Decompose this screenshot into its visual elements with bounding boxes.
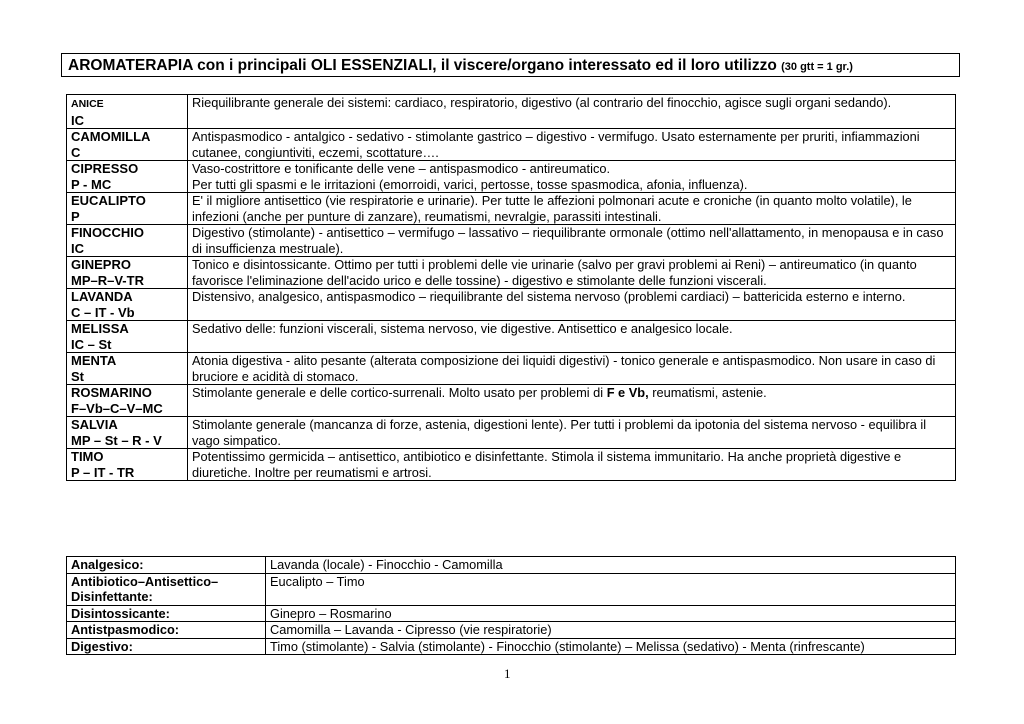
property-oils: Lavanda (locale) - Finocchio - Camomilla: [266, 557, 956, 574]
table-row: [67, 385, 956, 417]
oil-description: [188, 385, 956, 417]
oil-description: Stimolante generale (mancanza di forze, astenia, digestioni lente). Per tutti i problemi da ipotonia del sistema nervoso - equilibra il vago simpatico.: [188, 417, 956, 449]
property-name: Antistpasmodico:: [67, 622, 266, 639]
oil-name: ROSMARINO: [71, 385, 152, 400]
oil-description-part: Stimolante generale e delle cortico-surrenali. Molto usato per problemi di: [192, 385, 607, 400]
table-row: [67, 557, 956, 574]
oil-description: [188, 161, 956, 193]
oil-description: Sedativo delle: funzioni viscerali, sistema nervoso, vie digestive. Antisettico e analgesico locale.: [188, 321, 956, 353]
oil-description: Antispasmodico - antalgico - sedativo - stimolante gastrico – digestivo - vermifugo. Usato esternamente per pruriti, infiammazioni cutanee, congiuntiviti, eczemi, scottature….: [188, 129, 956, 161]
oil-name: ANICE: [71, 98, 104, 110]
oil-description-part: reumatismi, astenie.: [648, 385, 767, 400]
page-number: 1: [504, 666, 511, 681]
table-row: [67, 257, 956, 289]
oil-code: St: [71, 368, 84, 384]
oil-name-cell: [67, 257, 188, 289]
property-name: Analgesico:: [67, 557, 266, 574]
table-row: [67, 193, 956, 225]
oil-description-bold: F e Vb,: [606, 385, 649, 400]
oil-name-cell: [67, 161, 188, 193]
oil-name: CIPRESSO: [71, 161, 139, 176]
table-row: [67, 353, 956, 385]
oil-name-cell: [67, 95, 188, 129]
oil-description-line: Per tutti gli spasmi e le irritazioni (emorroidi, varici, pertosse, tosse spasmodica, afonia, influenza).: [192, 176, 748, 192]
oil-name: GINEPRO: [71, 257, 131, 272]
property-oils: Eucalipto – Timo: [266, 573, 956, 605]
properties-table: [66, 556, 956, 655]
oil-code: P - MC: [71, 176, 112, 192]
oil-name: FINOCCHIO: [71, 225, 144, 240]
oil-name-cell: [67, 129, 188, 161]
oil-code: P – IT - TR: [71, 464, 135, 480]
oil-name: MENTA: [71, 353, 117, 368]
oil-description: Riequilibrante generale dei sistemi: cardiaco, respiratorio, digestivo (al contrario del finocchio, agisce sugli organi sedando).: [188, 95, 956, 129]
oil-name-cell: [67, 417, 188, 449]
oil-name-cell: [67, 353, 188, 385]
title-main: AROMATERAPIA con i principali OLI ESSENZIALI, il viscere/organo interessato ed il loro utilizzo: [68, 57, 777, 74]
table-row: [67, 289, 956, 321]
oil-name: MELISSA: [71, 321, 129, 336]
oil-name-cell: [67, 225, 188, 257]
property-oils: Timo (stimolante) - Salvia (stimolante) - Finocchio (stimolante) – Melissa (sedativo) - Menta (rinfrescante): [266, 638, 956, 655]
oil-description: Digestivo (stimolante) - antisettico – vermifugo – lassativo – riequilibrante ormonale (ottimo nell'allattamento, in menopausa e in caso di insufficienza mestruale).: [188, 225, 956, 257]
oil-code: C – IT - Vb: [71, 304, 135, 320]
property-name: Digestivo:: [67, 638, 266, 655]
oil-name: EUCALIPTO: [71, 193, 146, 208]
oil-code: IC – St: [71, 336, 112, 352]
oil-name-cell: [67, 321, 188, 353]
oil-code: IC: [71, 112, 84, 128]
property-name: Disintossicante:: [67, 605, 266, 622]
table-row: [67, 95, 956, 129]
property-name: Antibiotico–Antisettico–Disinfettante:: [67, 573, 266, 605]
oil-code: C: [71, 144, 81, 160]
table-row: [67, 161, 956, 193]
table-row: [67, 225, 956, 257]
oil-code: F–Vb–C–V–MC: [71, 400, 163, 416]
document-title: [61, 53, 960, 77]
table-row: [67, 622, 956, 639]
oil-description: Atonia digestiva - alito pesante (alterata composizione dei liquidi digestivi) - tonico generale e antispasmodico. Non usare in caso di bruciore e acidità di stomaco.: [188, 353, 956, 385]
oil-name: CAMOMILLA: [71, 129, 151, 144]
oil-description-line: Vaso-costrittore e tonificante delle vene – antispasmodico - antireumatico.: [192, 161, 611, 176]
property-oils: Camomilla – Lavanda - Cipresso (vie respiratorie): [266, 622, 956, 639]
table-row: [67, 573, 956, 605]
oil-description: Distensivo, analgesico, antispasmodico – riequilibrante del sistema nervoso (problemi cardiaci) – battericida esterno e interno.: [188, 289, 956, 321]
oil-name-cell: [67, 449, 188, 481]
table-row: [67, 638, 956, 655]
oil-name: LAVANDA: [71, 289, 133, 304]
table-row: [67, 449, 956, 481]
oil-code: IC: [71, 240, 84, 256]
oil-code: MP – St – R - V: [71, 432, 162, 448]
table-row: [67, 417, 956, 449]
oils-table: [66, 94, 956, 481]
oil-description: Potentissimo germicida – antisettico, antibiotico e disinfettante. Stimola il sistema immunitario. Ha anche proprietà digestive e diuretiche. Inoltre per reumatismi e artrosi.: [188, 449, 956, 481]
table-row: [67, 321, 956, 353]
table-row: [67, 129, 956, 161]
oil-code: P: [71, 208, 80, 224]
oil-name: SALVIA: [71, 417, 118, 432]
oil-description: E' il migliore antisettico (vie respiratorie e urinarie). Per tutte le affezioni polmonari acute e croniche (in quanto molto volatile), le infezioni (anche per punture di zanzare), reumatismi, nevralgie, parassiti intestinali.: [188, 193, 956, 225]
oil-name-cell: [67, 193, 188, 225]
oil-name: TIMO: [71, 449, 104, 464]
oil-name-cell: [67, 385, 188, 417]
table-row: [67, 605, 956, 622]
oil-description: Tonico e disintossicante. Ottimo per tutti i problemi delle vie urinarie (salvo per gravi problemi ai Reni) – antireumatico (in quanto favorisce l'eliminazione dell'acido urico e delle tossine) - digestivo e stimolante delle funzioni viscerali.: [188, 257, 956, 289]
property-oils: Ginepro – Rosmarino: [266, 605, 956, 622]
title-note: (30 gtt = 1 gr.): [781, 61, 853, 73]
oil-code: MP–R–V-TR: [71, 272, 144, 288]
oil-name-cell: [67, 289, 188, 321]
